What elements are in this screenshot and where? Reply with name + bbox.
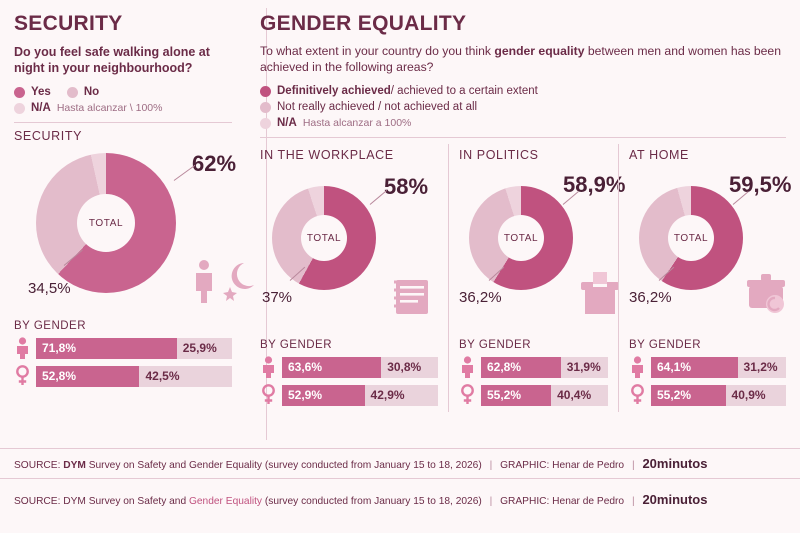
legend-dot-icon	[260, 86, 271, 97]
question-part-2: between men and women has been achieved in the following areas?	[260, 44, 781, 74]
workplace-male-bar	[282, 357, 438, 378]
security-total-value: 62%	[192, 151, 237, 176]
female-icon	[459, 384, 476, 406]
athome-male-bar	[651, 357, 786, 378]
bar-value-primary: 62,8%	[481, 357, 561, 378]
security-no-value: 34,5%	[28, 280, 71, 297]
notebook-icon	[388, 274, 438, 320]
donut-ring	[639, 186, 743, 290]
bar-value-secondary: 40,9%	[726, 385, 786, 406]
bar-value-primary: 55,2%	[651, 385, 726, 406]
bar-value-primary: 52,9%	[282, 385, 365, 406]
question-part-1: To what extent in your country do you think	[260, 44, 495, 58]
question-part-bold: gender equality	[494, 44, 585, 58]
footer-secondary	[0, 485, 800, 514]
legend-item-na	[260, 117, 786, 129]
male-icon	[629, 356, 646, 378]
bar-value-primary: 63,6%	[282, 357, 381, 378]
legend-label: Yes	[31, 86, 51, 98]
security-row-female	[14, 365, 232, 387]
politics-female-bar	[481, 385, 608, 406]
bar-value-primary: 64,1%	[651, 357, 738, 378]
footer-separator: |	[489, 496, 493, 507]
footer-separator: |	[489, 460, 493, 471]
male-icon	[260, 356, 277, 378]
gender-equality-legend	[260, 85, 786, 129]
athome-female-bar	[651, 385, 786, 406]
security-donut-chart	[14, 145, 237, 320]
footer-primary	[0, 448, 800, 479]
legend-dot-icon	[67, 87, 78, 98]
brand-logo: 20minutos	[642, 492, 708, 507]
gender-equality-question	[260, 44, 786, 75]
female-icon	[14, 365, 31, 387]
legend-item-no	[67, 86, 99, 98]
politics-not-achieved-value: 36,2%	[459, 289, 502, 307]
gender-equality-panel	[242, 10, 792, 448]
footer-source-prefix: SOURCE: DYM Survey on Safety and	[14, 496, 189, 507]
footer-separator: |	[631, 460, 635, 471]
legend-label-rest: Not really achieved / not achieved at all	[277, 101, 478, 114]
athome-row-female	[629, 384, 786, 406]
bar-value-secondary: 30,8%	[381, 357, 438, 378]
bar-value-secondary: 42,5%	[139, 366, 232, 387]
column-at-home	[618, 144, 792, 412]
footer-graphic: GRAPHIC: Henar de Pedro	[500, 460, 625, 471]
politics-total-value: 58,9%	[563, 172, 626, 198]
divider	[260, 137, 786, 138]
legend-label-bold: Definitively achieved	[277, 85, 391, 98]
legend-label-bold: N/A	[277, 117, 297, 130]
legend-label: N/A	[31, 102, 51, 114]
female-icon	[629, 384, 646, 406]
security-male-bar	[36, 338, 232, 359]
politics-row-female	[459, 384, 608, 406]
athome-not-achieved-value: 36,2%	[629, 289, 672, 307]
equality-columns	[260, 144, 792, 412]
workplace-row-male	[260, 356, 438, 378]
legend-item-na	[14, 102, 232, 114]
workplace-female-bar	[282, 385, 438, 406]
athome-donut-chart	[629, 164, 792, 339]
column-label: AT HOME	[629, 148, 689, 163]
column-label: IN POLITICS	[459, 148, 539, 163]
column-label: IN THE WORKPLACE	[260, 148, 394, 163]
legend-label: No	[83, 86, 100, 98]
athome-bygender-label: BY GENDER	[629, 339, 702, 352]
house-chores-icon	[741, 270, 797, 318]
security-panel	[14, 10, 242, 448]
security-legend	[14, 86, 232, 114]
bar-value-secondary: 25,9%	[177, 338, 232, 359]
legend-dot-icon	[260, 118, 271, 129]
legend-dot-icon	[14, 103, 25, 114]
politics-bygender-label: BY GENDER	[459, 339, 532, 352]
security-bygender-label: BY GENDER	[14, 320, 87, 332]
bar-value-primary: 71,8%	[36, 338, 177, 359]
bar-value-primary: 55,2%	[481, 385, 551, 406]
legend-dot-icon	[260, 102, 271, 113]
security-title: SECURITY	[14, 12, 123, 35]
donut-center-label: TOTAL	[77, 194, 135, 252]
politics-row-male	[459, 356, 608, 378]
footer-separator: |	[631, 496, 635, 507]
bar-value-secondary: 40,4%	[551, 385, 608, 406]
politics-male-bar	[481, 357, 608, 378]
workplace-bygender-label: BY GENDER	[260, 339, 333, 352]
security-question: Do you feel safe walking alone at night in your neighbourhood?	[14, 45, 210, 75]
donut-center-label: TOTAL	[498, 215, 544, 261]
bar-value-secondary: 31,2%	[738, 357, 786, 378]
footer-source-prefix: SOURCE:	[14, 460, 64, 471]
gender-equality-title: GENDER EQUALITY	[260, 12, 467, 35]
bar-value-primary: 52,8%	[36, 366, 139, 387]
legend-dot-icon	[14, 87, 25, 98]
athome-row-male	[629, 356, 786, 378]
athome-total-value: 59,5%	[729, 172, 792, 198]
security-female-bar	[36, 366, 232, 387]
column-workplace	[260, 144, 448, 412]
footer-graphic: GRAPHIC: Henar de Pedro	[500, 496, 625, 507]
donut-center-label: TOTAL	[668, 215, 714, 261]
donut-ring	[36, 153, 176, 293]
donut-ring	[272, 186, 376, 290]
footer-source-rest: (survey conducted from January 15 to 18, 2026)	[262, 496, 482, 507]
female-icon	[260, 384, 277, 406]
column-politics	[448, 144, 626, 412]
footer-source-bold: DYM	[63, 460, 86, 471]
footer-source-bold: Gender Equality	[188, 496, 263, 507]
workplace-donut-chart	[260, 164, 438, 339]
security-section-label: SECURITY	[14, 129, 83, 143]
legend-note: Hasta alcanzar \ 100%	[56, 102, 163, 114]
donut-ring	[469, 186, 573, 290]
workplace-not-achieved-value: 37%	[262, 289, 293, 307]
bar-value-secondary: 42,9%	[365, 385, 438, 406]
male-icon	[459, 356, 476, 378]
workplace-row-female	[260, 384, 438, 406]
politics-donut-chart	[459, 164, 626, 339]
legend-label-rest: / achieved to a certain extent	[390, 85, 538, 98]
brand-logo: 20minutos	[642, 456, 708, 471]
legend-item-yes	[14, 86, 51, 98]
workplace-total-value: 58%	[384, 174, 429, 200]
footer-source-rest: Survey on Safety and Gender Equality (survey conducted from January 15 to 18, 2026)	[85, 460, 482, 471]
legend-item-achieved	[260, 85, 786, 97]
legend-item-not-achieved	[260, 101, 786, 113]
bar-value-secondary: 31,9%	[561, 357, 608, 378]
donut-center-label: TOTAL	[301, 215, 347, 261]
divider	[14, 122, 232, 123]
male-icon	[14, 337, 31, 359]
security-row-male	[14, 337, 232, 359]
legend-note: Hasta alcanzar a 100%	[302, 117, 412, 130]
